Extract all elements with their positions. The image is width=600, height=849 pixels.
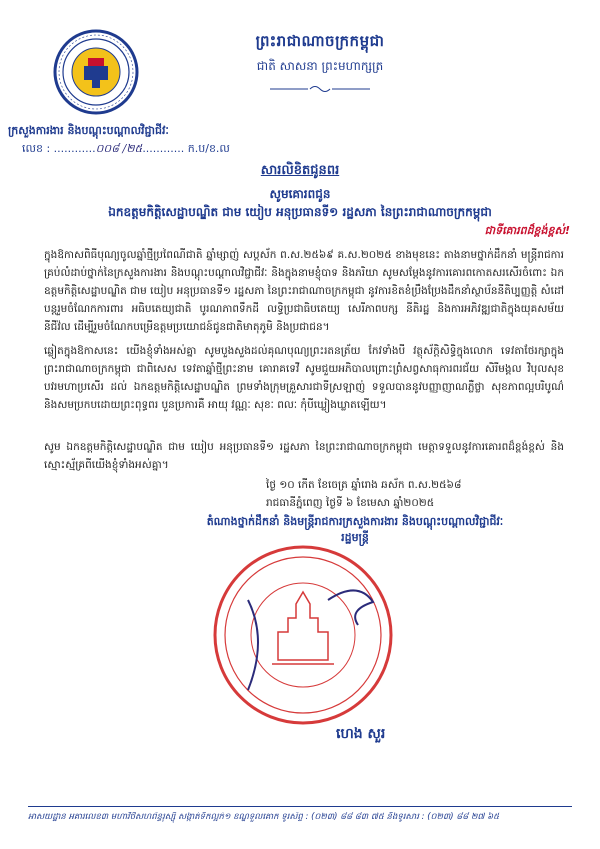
divider-ornament [270, 84, 370, 94]
ministry-name: ក្រសួងការងារ និងបណ្តុះបណ្តាលវិជ្ជាជីវៈ [8, 124, 169, 137]
date-solar: រាជធានីភ្នំពេញ ថ្ងៃទី ៦ ខែមេសា ឆ្នាំ២០២៥ [266, 497, 435, 509]
document-title: សារលិខិតជូនពរ [260, 163, 340, 178]
signer-name: ហេង សួរ [336, 726, 386, 742]
reference-suffix: ក.ប/ខ.ល [187, 142, 230, 155]
reference-label: លេខ : [22, 142, 51, 155]
body-paragraph-3: សូម ឯកឧត្តមកិត្តិសេដ្ឋាបណ្ឌិត ជាម យៀប អនុប្រធានទី១ រដ្ឋសភា នៃព្រះរាជាណាចក្រកម្ពុជា មេត្តាទទួលនូវការគោរពដ៏ខ្ពង់ខ្ពស់ និងស្មោះស្ម័គ្រពីយើងខ្ញុំទាំងអស់គ្នា។ [44, 441, 564, 471]
kingdom-header [190, 32, 450, 76]
official-seal [208, 540, 398, 730]
footer-address: អាសយដ្ឋាន អគារលេខ៣ មហាវិថីសហព័ន្ធរុស្ស៊ី សង្កាត់ទឹកល្អក់១ ខណ្ឌទួលគោក ទូរស័ព្ទ : (០២៣) ៨៨ ៨៣ ៧៥ និងទូរសារ : (០២៣) ៨៨ ២៧ ៦៥ [28, 812, 500, 822]
date-lunar: ថ្ងៃ ១០ កើត ខែចេត្រ ឆ្នាំរោង ឆស័ក ព.ស.២៥៦៨ [266, 479, 462, 491]
reference-number: លេខ : ............០០៨ /២៥............ ក.ប/ខ.ល [22, 142, 230, 155]
date-block [266, 476, 566, 512]
ministry-logo [52, 28, 140, 116]
signer-title: តំណាងថ្នាក់ដឹកនាំ និងមន្ត្រីរាជការក្រសួងការងារ និងបណ្តុះបណ្តាលវិជ្ជាជីវៈ [206, 515, 504, 528]
signer-role: រដ្ឋមន្ត្រី [341, 531, 369, 544]
kingdom-motto: ជាតិ សាសនា ព្រះមហាក្សត្រ [256, 59, 384, 73]
reference-handwritten: ០០៨ /២៥ [95, 142, 143, 155]
footer-divider [28, 806, 572, 807]
recipient-honorific: ជាទីគោរពដ៏ខ្ពង់ខ្ពស់! [484, 224, 570, 237]
body-paragraph-1: ក្នុងឱកាសពិធីបុណ្យចូលឆ្នាំថ្មីប្រពៃណីជាតិ ឆ្នាំម្សាញ់ សប្តស័ក ព.ស.២៥៦៩ គ.ស.២០២៥ ខាងមុខនេះ តាងនាមថ្នាក់ដឹកនាំ មន្ត្រីរាជការគ្រប់លំដាប់ថ្នាក់នៃក្រសួងការងារ និងបណ្តុះបណ្តាលវិជ្ជាជីវៈ និងក្នុងនាមខ្ញុំបាទ និងភរិយា សូមសម្តែងនូវការគោរពកោតសរសើរចំពោះ ឯកឧត្តមកិត្តិសេដ្ឋាបណ្ឌិត ជាម យៀប អនុប្រធានទី១ រដ្ឋសភា នៃព្រះរាជាណាចក្រកម្ពុជា នូវការខិតខំប្រឹងប្រែងដឹកនាំស្ថាប័ននីតិប្បញ្ញត្តិ សំដៅបន្តរួមចំណែកការពារ អធិបតេយ្យជាតិ បូរណភាពទឹកដី លទ្ធិប្រជាធិបតេយ្យ សេរីភាពបក្ស នីតិរដ្ឋ និងការអភិវឌ្ឍជាតិក្នុងយុគសម័យ នីជីវ៉ល ដើម្បីរួមចំណែកបម្រើឧត្តមប្រយោជន៍ជូនជាតិមាតុភូមិ និងប្រជាជន។ [44, 249, 565, 333]
recipient-name: ឯកឧត្តមកិត្តិសេដ្ឋាបណ្ឌិត ជាម យៀប អនុប្រធានទី១ រដ្ឋសភា នៃព្រះរាជាណាចក្រកម្ពុជា [108, 205, 492, 219]
body-paragraph-2: ឆ្លៀតក្នុងឱកាសនេះ យើងខ្ញុំទាំងអស់គ្នា សូមបួងសួងដល់គុណបុណ្យព្រះរតនត្រ័យ កែវទាំងបី វត្ថុស័ក្តិសិទ្ធិក្នុងលោក ទេវតាថែរក្សាក្នុងព្រះរាជាណាចក្រកម្ពុជា ជាពិសេស ទេវតាឆ្នាំថ្មីព្រះនាម គោរាគទេវី សូមជួយអភិបាលព្រោះព្រំសព្វសាធុការពរជ័យ សិរីមង្គល វិបុលសុខ បវរមហាប្រសើរ ដល់ ឯកឧត្តមកិត្តិសេដ្ឋាបណ្ឌិត ព្រមទាំងក្រុមគ្រួសារជាទីស្រឡាញ់ ទទួលបាននូវបញ្ញាញាណភ្លឺថ្លា សុខភាពល្អបរិបូណ៌ និងសមប្រកបដោយព្រះពុទ្ធពរ បួនប្រការគឺ អាយុ វណ្ណៈ សុខៈ ពលៈ កុំបីឃ្លៀងឃ្លាតឡើយ។ [44, 345, 564, 411]
kingdom-name: ព្រះរាជាណាចក្រកម្ពុជា [255, 32, 385, 50]
recipient-greeting: សូមគោរពជូន [269, 187, 331, 201]
